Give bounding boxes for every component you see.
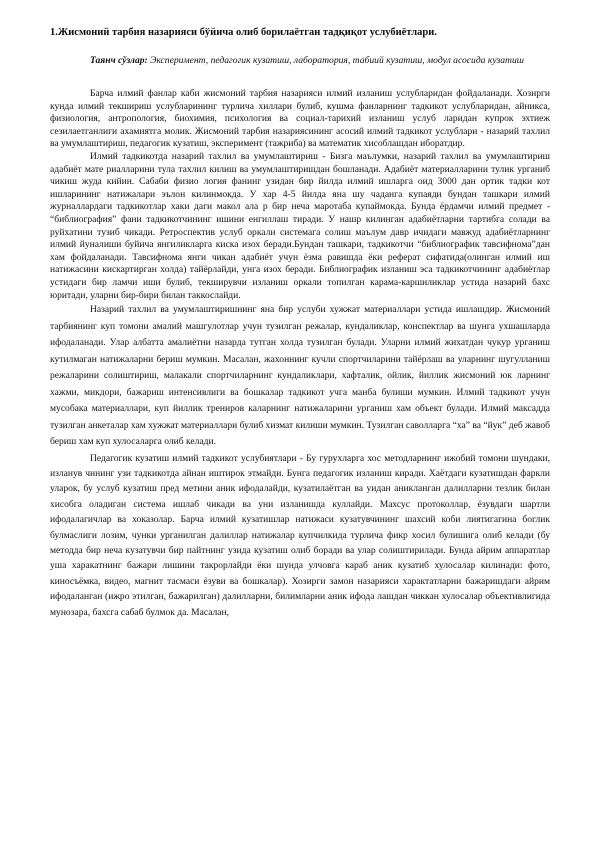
document-title: 1.Жисмоний тарбия назарияси бўйича олиб борилаётган тадқиқот услубиётлари. (50, 27, 437, 38)
paragraph-pedagogical-observation: Педагогик кузатиш илмий тадкикот услубиятлари - Бу гурухларга хос методларнинг ижобий томони шундаки, изланув чининг узи тадкикотда айнан иштирок этмайди. Бунга педагогик изланиш киради. Хаётдаги кузатишдан фаркли уларок, бу услуб кузатиш пред метини аник ифодалайди, кузатилаётган ва уидан аникланган далилларни тезлик билан хисобга оладиган система ишлаб чикади ва уни изланишда куллайди. Махсус протоколлар, ёзувдаги шартли ифодалагичлар ва хоказолар. Барча илмий кузатишлар натижаси кузатувчининг шахсий коби лиятигагина боглик булмаслиги лозим, чунки урганилган далиллар натижалар купчилкида турлича фикр хосил булишига олиб келади (бу методда бир неча кузатувчи бир пайтнинг узида кузатиш олиб боради ва улар солиштирилади. Бунда айрим аппаратлар уша харакатнинг бажари лишини такрорлайди ёки шунда улчовга караб аник кузатиб хулосалар килинади: фото, киносъёмка, видео, магнит тасмаси ёзуви ва бошкалар). Хозирги замон назарияси характатларни бажаришдаги айрим ифодаланган (ижро этилган, бажарилган) далилларни, билимларни аник ифода лашдан чиккан хулосалар объективлигида мунозара, бахсга сабаб булмок да. Масалан, (50, 452, 550, 618)
paragraph-document-materials: Назарий тахлил ва умумлаштиришнинг яна бир услуби хужжат материаллари устида ишлашдир. Жисмоний тарбиянинг куп томони амалий машгулотлар учун тузилган режалар, кундаликлар, конспектлар ва шунга ухшашларда ифодаланади. Улар албатта амалиётни назарда тутган холда тузилган булади. Уларни илмий жихатдан чукур урганиш кутилмаган натижаларни бериш мумкин. Масалан, жахоннинг кучли спортчиларини тайёрлаш ва уларнинг шугулланиш режаларини солиштириш, малакали спортчиларнинг кундаликлари, хафталик, ойлик, йиллик жисмоний юк ларнинг хажми, микдори, бажариш интенсивлиги ва бошкалар тадкикот учга манба булиши мумкин. Илмий тадкикот учун мусобака материаллари, куп йиллик трениров каларнинг натижаларини урганиш хам объект булади. Илмий максадда тузилган анкеталар хам хужжат материаллари булиб хизмат килиши мумкин. Тузилган саволларга “ха” ва “йук” деб жавоб бериш хам куп хулосаларга олиб келади. (50, 304, 550, 448)
keywords-text: Эксперимент, педагогик кузатиш, лаборатория, табиий кузатиш, модул асосида кузатиш (147, 55, 525, 66)
paragraph-intro: Барча илмий фанлар каби жисмоний тарбия назарияси илмий изланиш услубларидан фойдаланади. Хозирги кунда илмий текшириш услубларининг турлича хиллари булиб, кушма фанларнинг тадкикот услубларидан, айникса, физиология, антропология, биохимия, психология ва социал-тарихий изланиш услуб ларидан купрок эхтиеж сезилаетганлиги ахамиятга молик. Жисмоний тарбия назариясининг асосий илмий тадкикот услублари - назарий тахлил ва умумлаштириш, педагогик кузатиш, эксперимент (тажриба) ва математик хисоблашдан иборатдир. (50, 88, 550, 150)
paragraph-theoretical-analysis: Илмий тадкикотда назарий тахлил ва умумлаштириш - Бизга маълумки, назарий тахлил ва умумлаштириш адабиёт мате риалларини тула тахлил килиш ва умумлаштиришдан бошланади. Адабиёт материалларини тулик урганиб чикиш жуда кийин. Сабаби физио логия фанинг узидан бир йилда илмий ишларга оид 3000 дан ортик тадки кот ишларининг натижалари эълон килинмокда. У хар 4-5 йилда яна шу чаданга купаяди бундан ташкари илмий журналлардаги тадкикотлар хаки даги макол ала р бир неча маротаба купаймокда. Бунда ёрдамчи илмий предмет - “библиография” фани тадкикотчининг ишини енгиллаш тиради. У нашр килинган адабиётларни тартибга солади ва руйхатини тузиб чикади. Ретроспектив услуб оркали системага солиш маълум давр ичидаги мавжуд адабиётларнинг илмий йуналиши буйича янгиликларга киска изох беради.Бундан ташкари, тадкикотчи “библиографик тавсифнома”дан хам фойдаланади. Тавсифнома янги чикан адабиёт учун ёзма равишда ёки реферат сифатида(олинган илмий иш натижасини кискартирган холда) тайёрлайди, унга изох беради. Библиографик изланиш эса тадкикотчининг адабиётлар устидаги бир ламчи иши булиб, текширувчи изланиш оркали топилган карама-каршиликлар устида назарий бахс юритади, уларни бир-бири билан таккослайди. (50, 150, 550, 301)
keywords-label: Таянч сўзлар: (90, 55, 148, 66)
document-page (50, 26, 550, 620)
keywords-line (50, 53, 550, 69)
